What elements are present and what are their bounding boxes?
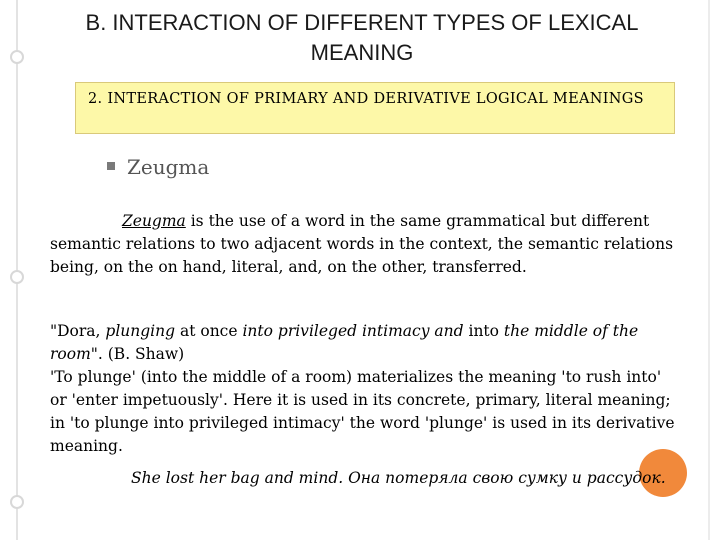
example-explanation: 'To plunge' (into the middle of a room) materializes the meaning 'to rush into' or 'enter impetuously'. Here it is used in its concrete, primary, literal meaning; in 'to plunge into privileged intimacy' the word 'plunge' is used in its derivative meaning. — [50, 368, 675, 455]
example-text: . (B. Shaw) — [97, 345, 185, 363]
definition-paragraph — [50, 210, 680, 279]
square-bullet-icon — [107, 162, 115, 170]
example-italic: plunging — [105, 322, 176, 340]
right-decorative-rail — [708, 0, 710, 540]
definition-text: is the use of a word in the same grammatical but different semantic relations to two adjacent words in the context, the semantic relations being, on the on hand, literal, and, on the other, transferred. — [50, 212, 674, 276]
definition-term: Zeugma — [122, 212, 186, 230]
example-italic: into privileged intimacy and — [242, 322, 464, 340]
rail-dot — [10, 50, 24, 64]
closing-example: She lost her bag and mind. Она потеряла свою сумку и рассудок. — [131, 469, 666, 487]
slide-title: B. INTERACTION OF DIFFERENT TYPES OF LEXICAL MEANING — [85, 10, 639, 65]
rail-dot — [10, 270, 24, 284]
bullet-label: Zeugma — [127, 155, 210, 179]
example-text: into — [463, 322, 504, 340]
example-italic: the middle of the room" — [50, 322, 639, 363]
subtitle-box: 2. INTERACTION OF PRIMARY AND DERIVATIVE LOGICAL MEANINGS — [75, 82, 675, 134]
example-text: "Dora, — [50, 322, 106, 340]
example-paragraph — [50, 320, 680, 458]
example-text: at once — [175, 322, 243, 340]
bullet-item — [107, 155, 209, 179]
rail-dot — [10, 495, 24, 509]
